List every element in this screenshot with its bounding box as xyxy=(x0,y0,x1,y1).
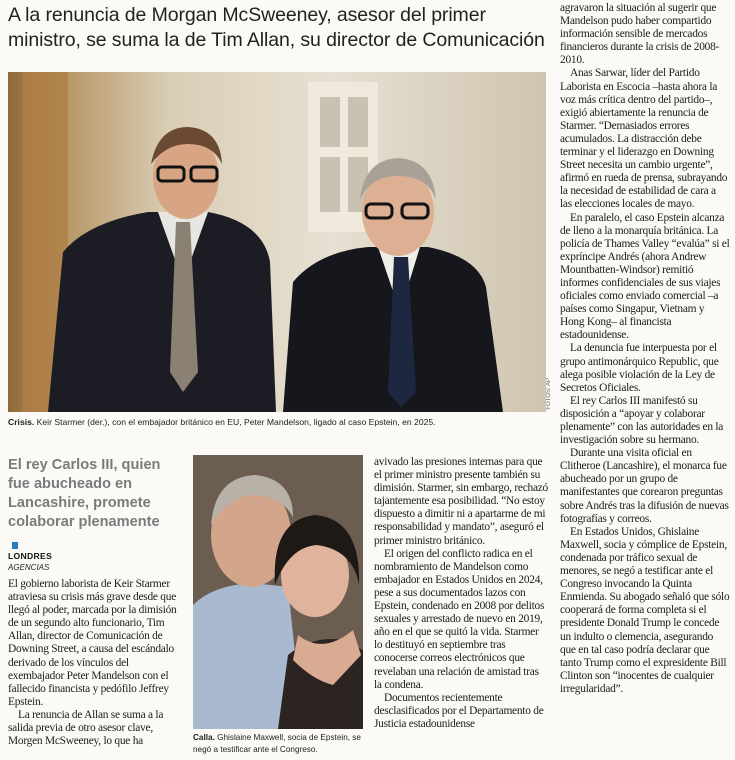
paragraph: Durante una visita oficial en Clitheroe (Lancashire), el monarca fue abucheado por un grupo de manifestantes que corearon preguntas sobre Andrés tras la difusión de nuevas fotografías y correos. xyxy=(560,447,729,525)
paragraph: Anas Sarwar, líder del Partido Laborista en Escocia –hasta ahora la voz más crítica dentro del partido–, exigió abiertamente la renuncia de Starmer. “Demasiados errores acumulados. La distracción debe terminar y el liderazgo en Downing Street necesita un cambio urgente”, afirmó en rueda de prensa, subrayando la necesidad de estabilidad de cara a las elecciones locales de mayo. xyxy=(560,67,728,211)
agency-credit: AGENCIAS xyxy=(8,563,50,572)
subheadline: El rey Carlos III, quien fue abucheado en Lancashire, promete colaborar plenamente xyxy=(8,457,161,530)
secondary-photo-illustration xyxy=(193,455,363,729)
section-marker xyxy=(12,542,18,549)
article-column-1 xyxy=(8,578,186,748)
main-photo xyxy=(8,72,546,412)
paragraph: La renuncia de Allan se suma a la salida previa de otro asesor clave, Morgen McSweeney, lo que ha xyxy=(8,708,164,748)
main-photo-caption xyxy=(8,416,553,428)
article-column-3 xyxy=(374,456,548,731)
paragraph: La denuncia fue interpuesta por el grupo antimonárquico Republic, que alega posible violación de la Ley de Secretos Oficiales. xyxy=(560,342,719,394)
paragraph: Documentos recientemente desclasificados por el Departamento de Justicia estadounidense xyxy=(374,691,544,730)
photo-credit: FOTOS: AP xyxy=(546,378,552,410)
paragraph: En paralelo, el caso Epstein alcanza de lleno a la monarquía británica. La policía de Thames Valley “evalúa” si el expríncipe Andrés (ahora Andrew Mountbatten-Windsor) remitió informes confidenciales de sus viajes oficiales como enviado comercial –a países como Singapur, Vietnam y Hong Kong– al financista estadounidense. xyxy=(560,211,730,342)
paragraph: El rey Carlos III manifestó su disposición a “apoyar y colaborar plenamente” con las autoridades en la investigación sobre su hermano. xyxy=(560,394,724,447)
secondary-photo xyxy=(193,455,363,729)
paragraph: El origen del conflicto radica en el nombramiento de Mandelson como embajador en Estados Unidos en 2024, pese a sus documentados lazos con Epstein, condenado en 2008 por delitos sexuales y arrestado de nuevo en 2019, año en el que se quitó la vida. Starmer lo destituyó en septiembre tras conocerse correos electrónicos que revelaban una relación de amistad tras la condena. xyxy=(374,547,545,691)
secondary-photo-caption xyxy=(193,732,365,755)
article-column-4 xyxy=(560,2,730,696)
paragraph: El gobierno laborista de Keir Starmer atraviesa su crisis más grave desde que llegó al poder, marcada por la dimisión de un segundo alto funcionario, Tim Allan, director de Comunicación de Downing Street, a causa del escándalo derivado de los vínculos del exembajador Peter Mandelson con el fallecido financista y pedófilo Jeffrey Epstein. xyxy=(8,578,177,708)
caption-lead: Calla. xyxy=(193,733,215,742)
article-headline: A la renuncia de Morgan McSweeney, asesor del primer ministro, se suma la de Tim Allan, su director de Comunicación xyxy=(8,4,545,51)
paragraph: avivado las presiones internas para que el primer ministro presente también su dimisión. Starmer, sin embargo, rechazó tajantemente esa posibilidad. “No estoy dispuesto a dimitir ni a apartarme de mi responsabilidad y mandato”, aseguró el primer ministro británico. xyxy=(374,456,549,547)
caption-text: Ghislaine Maxwell, socia de Epstein, se negó a testificar ante el Congreso. xyxy=(193,733,361,754)
caption-text: Keir Starmer (der.), con el embajador británico en EU, Peter Mandelson, ligado al caso Epstein, en 2025. xyxy=(34,417,436,427)
caption-lead: Crisis. xyxy=(8,417,35,427)
paragraph: agravaron la situación al sugerir que Mandelson pudo haber compartido información sensible de mercados financieros durante la crisis de 2008-2010. xyxy=(560,2,720,67)
paragraph: En Estados Unidos, Ghislaine Maxwell, socia y cómplice de Epstein, condenada por tráfico sexual de menores, se negó a testificar ante el Congreso invocando la Quinta Enmienda. Su abogado señaló que sólo cooperará de forma completa si el presidente Donald Trump le concede un indulto o clemencia, asegurando que en tal caso podría declarar que tanto Trump como el expresidente Bill Clinton son “inocentes de cualquier irregularidad”. xyxy=(560,525,730,695)
dateline: LONDRES xyxy=(8,551,53,561)
main-photo-illustration xyxy=(8,72,546,412)
